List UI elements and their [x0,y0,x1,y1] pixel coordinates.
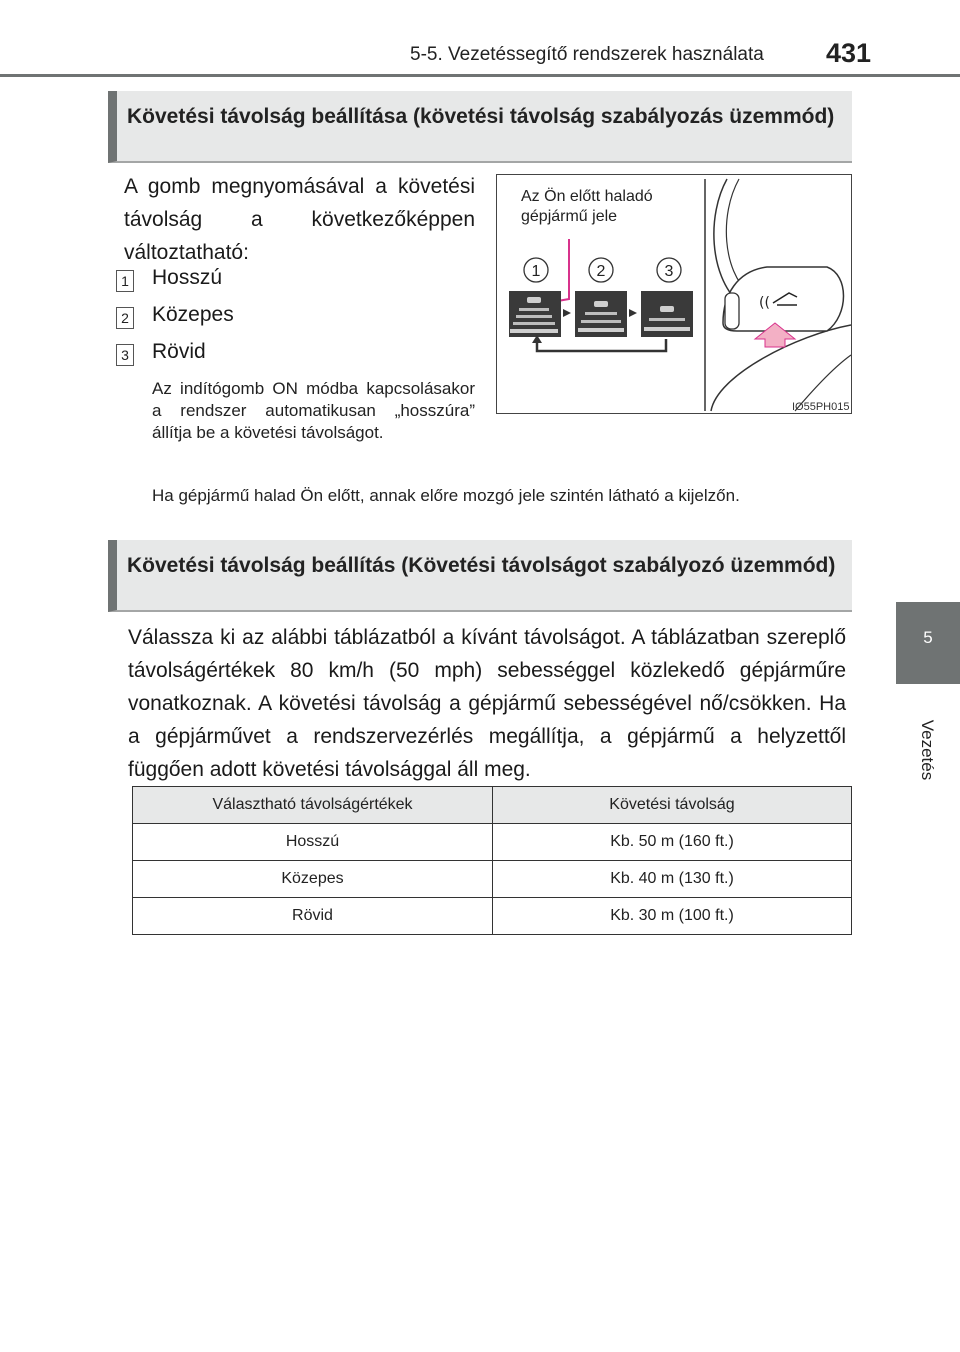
table-cell: Kb. 50 m (160 ft.) [493,824,852,861]
chapter-label: Vezetés [918,719,937,781]
list-item-label: Közepes [152,303,234,326]
callout-number: 1 [531,263,541,280]
table-header-cell: Választható távolságértékek [133,787,493,824]
svg-text:((: (( [759,295,770,311]
header-rule [0,74,960,77]
table-cell: Kb. 40 m (130 ft.) [493,861,852,898]
figure-caption-line: gépjármű jele [521,208,618,225]
number-badge: 2 [116,307,134,329]
running-header: 5-5. Vezetéssegítő rendszerek használata [410,44,764,65]
section1-intro: A gomb megnyomásával a követési távolság a következőképpen változtatható: [124,175,475,264]
table-row [133,861,852,898]
table-header-cell: Követési távolság [493,787,852,824]
table-cell: Kb. 30 m (100 ft.) [493,898,852,935]
illustration [496,174,852,414]
arrow-right [629,309,637,317]
callout-2 [589,258,613,282]
number-badge: 3 [116,344,134,366]
callout-number: 3 [664,263,674,280]
callout-1 [524,258,548,282]
number-badge: 1 [116,270,134,292]
table-header-row [133,787,852,824]
table-cell: Közepes [133,861,493,898]
table-row [133,898,852,935]
callout-number: 2 [596,263,606,280]
section-title-1: Követési távolság beállítása (követési távolság szabályozás üzemmód) [127,105,835,128]
chapter-number: 5 [923,628,933,647]
figure-code: IO55PH015 [792,401,850,413]
page-number: 431 [826,38,872,68]
section-title-2: Követési távolság beállítás (Követési távolságot szabályozó üzemmód) [127,554,836,577]
table-cell: Hosszú [133,824,493,861]
figure-caption-line: Az Ön előtt haladó [521,188,653,205]
display-short [641,291,693,337]
return-arrow [537,339,666,351]
display-long [509,291,561,337]
callout-3 [657,258,681,282]
distance-table [132,786,852,935]
list-item-label: Hosszú [152,266,223,289]
note-ignition: Az indítógomb ON módba kapcsolásakor a rendszer automatikusan „hosszúra” állítja be a követési távolságot. [152,379,475,442]
section2-paragraph: Válassza ki az alábbi táblázatból a kívánt távolságot. A táblázatban szereplő távolságértékek 80 km/h (50 mph) sebességgel közlekedő gépjárműre vonatkoznak. A követési távolság a gépjármű sebességével nő/csökken. Ha a gépjárművet a rendszervezérlés megállítja, a gépjármű a helyzettől függően adott követési távolsággal áll meg. [128,626,846,781]
section-heading-2 [108,540,852,612]
chapter-tab [896,602,960,684]
display-medium [575,291,627,337]
section-heading-1 [108,91,852,163]
list-item-label: Rövid [152,340,206,363]
arrow-right [563,309,571,317]
table-row [133,824,852,861]
distance-display-diagram [497,175,851,413]
note-vehicle-ahead: Ha gépjármű halad Ön előtt, annak előre mozgó jele szintén látható a kijelzőn. [152,486,740,505]
steering-wheel-switch [711,179,851,411]
table-cell: Rövid [133,898,493,935]
